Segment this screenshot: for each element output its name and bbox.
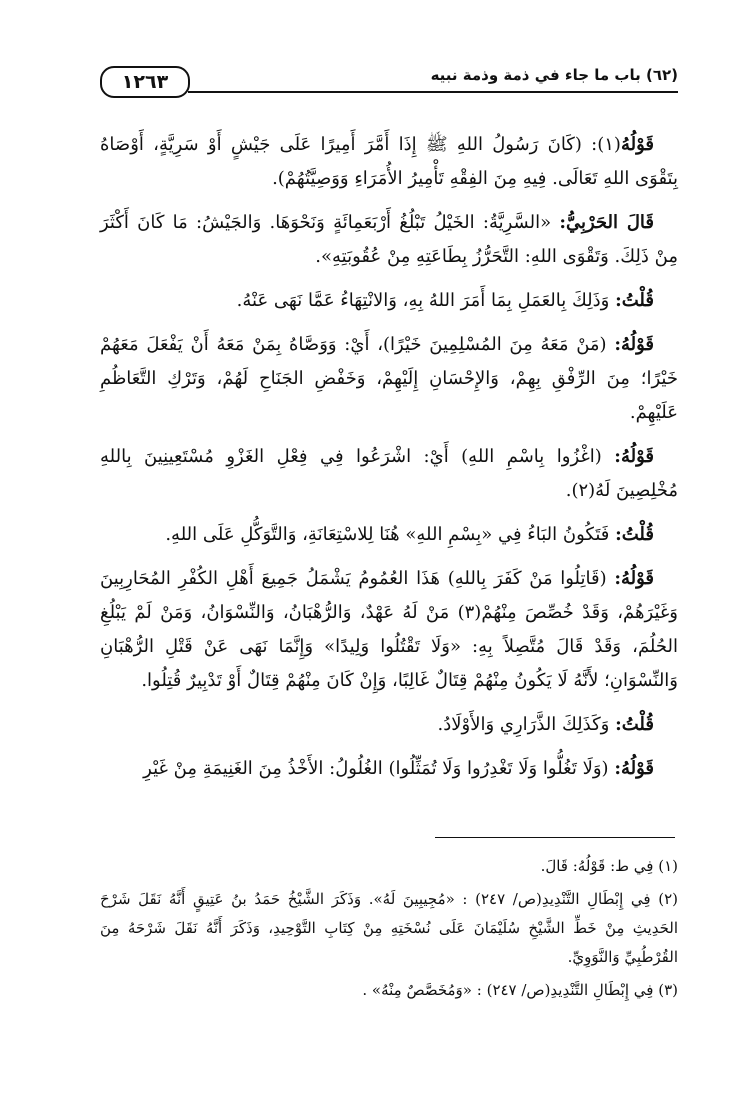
footnote: (٢) فِي إِبْطَالِ التَّنْدِيدِ(ص/ ٢٤٧) : «مُجِيبِينَ لَهُ». وَذَكَرَ الشَّيْخُ حَمَدُ بنُ عَتِيقٍ أَنَّهُ نَقَلَ شَرْحَ الحَدِيثِ مِنْ خَطِّ الشَّيْخِ سُلَيْمَانَ عَلَى نُسْخَتِهِ مِنْ كِتَابِ التَّوْحِيدِ، وَذَكَرَ أَنَّهُ نَقَلَ شَرْحَهُ مِنَ القُرْطُبِيِّ وَالنَّوَوِيِّ.: [100, 890, 678, 966]
paragraph-text: وَكَذَلِكَ الذَّرَارِي وَالأَوْلَادُ.: [437, 714, 610, 735]
paragraph-text: وَذَلِكَ بِالعَمَلِ بِمَا أَمَرَ اللهُ بِهِ، وَالانْتِهَاءُ عَمَّا نَهَى عَنْهُ.: [236, 290, 610, 311]
main-text: [100, 128, 678, 796]
chapter-title: (٦٢) باب ما جاء في ذمة وذمة نبيه: [430, 66, 678, 84]
header-rule: [188, 91, 678, 93]
page-number: ١٢٦٣: [100, 66, 190, 98]
paragraph-lead: قَوْلُهُ: [620, 134, 654, 155]
paragraph-lead: قَوْلُهُ:: [614, 334, 654, 355]
paragraph-text: (قَاتِلُوا مَنْ كَفَرَ بِاللهِ) هَذَا العُمُومُ يَشْمَلُ جَمِيعَ أَهْلِ الكُفْرِ المُحَارِبِينَ وَغَيْرَهُمْ، وَقَدْ خُصِّصَ مِنْهُمْ(٣) مَنْ لَهُ عَهْدٌ، وَالرُّهْبَانُ، وَالنِّسْوَانُ، وَمَنْ لَمْ يَبْلُغِ الحُلُمَ، وَقَدْ قَالَ مُتَّصِلاً بِهِ: «وَلَا تَقْتُلُوا وَلِيدًا» وَإِنَّمَا نَهَى عَنْ قَتْلِ الرُّهْبَانِ وَالنِّسْوَانِ؛ لأَنَّهُ لَا يَكُونُ مِنْهُمْ قِتَالٌ غَالِبًا، وَإِنْ كَانَ مِنْهُمْ قِتَالٌ أَوْ تَدْبِيرٌ قُتِلُوا.: [100, 568, 679, 691]
paragraph-lead: قَالَ الحَرْبِيُّ:: [559, 212, 654, 233]
paragraph: [100, 518, 678, 552]
paragraph-lead: قُلْتُ:: [615, 714, 654, 735]
page-header: [100, 62, 678, 104]
paragraph-text: (مَنْ مَعَهُ مِنَ المُسْلِمِينَ خَيْرًا)، أَيْ: وَوَصَّاهُ بِمَنْ مَعَهُ أَنْ يَفْعَلَ مَعَهُمْ خَيْرًا؛ مِنَ الرِّفْقِ بِهِمْ، وَالإِحْسَانِ إِلَيْهِمْ، وَخَفْضِ الجَنَاحِ لَهُمْ، وَتَرْكِ التَّعَاظُمِ عَلَيْهِمْ.: [100, 334, 678, 423]
footnote: (١) فِي ط: قَوْلُهُ: قَالَ.: [540, 857, 678, 875]
paragraph-lead: قُلْتُ:: [615, 290, 654, 311]
paragraph: [100, 284, 678, 318]
paragraph: [100, 708, 678, 742]
paragraph-text: فَتَكُونُ البَاءُ فِي «بِسْمِ اللهِ» هُنَا لِلاسْتِعَانَةِ، وَالتَّوَكُّلِ عَلَى اللهِ.: [165, 524, 610, 545]
paragraph-lead: قَوْلُهُ:: [614, 568, 654, 589]
paragraph-text: (وَلَا تَغُلُّوا وَلَا تَغْدِرُوا وَلَا تُمَثِّلُوا) الغُلُولُ: الأَخْذُ مِنَ الغَنِيمَةِ مِنْ غَيْرِ: [143, 758, 609, 779]
paragraph: [100, 328, 678, 430]
footnote-separator: [435, 837, 675, 838]
paragraph: [100, 562, 678, 698]
paragraph: [100, 128, 678, 196]
paragraph: [100, 440, 678, 508]
footnote: (٣) فِي إِبْطَالِ التَّنْدِيدِ(ص/ ٢٤٧) : «وَمُخَصَّصٌ مِنْهُ» .: [362, 981, 678, 999]
paragraph-text: (اغْزُوا بِاسْمِ اللهِ) أَيْ: اشْرَعُوا فِي فِعْلِ الغَزْوِ مُسْتَعِينِينَ بِاللهِ مُخْلِصِينَ لَهُ(٢).: [100, 446, 678, 501]
paragraph-text: «السَّرِيَّةُ: الخَيْلُ تَبْلُغُ أَرْبَعَمِائَةٍ وَنَحْوَهَا. وَالجَيْشُ: مَا كَانَ أَكْثَرَ مِنْ ذَلِكَ. وَتَقْوَى اللهِ: التَّحَرُّزُ بِطَاعَتِهِ مِنْ عُقُوبَتِهِ».: [100, 212, 678, 267]
paragraph-lead: قَوْلُهُ:: [614, 446, 654, 467]
paragraph-lead: قَوْلُهُ:: [614, 758, 654, 779]
paragraph: [100, 206, 678, 274]
paragraph-lead: قُلْتُ:: [615, 524, 654, 545]
paragraph-text: (١): (كَانَ رَسُولُ اللهِ ﷺ إِذَا أَمَّرَ أَمِيرًا عَلَى جَيْشٍ أَوْ سَرِيَّةٍ، أَوْصَاهُ بِتَقْوَى اللهِ تَعَالَى. فِيهِ مِنَ الفِقْهِ تَأْمِيرُ الأُمَرَاءِ وَوَصِيَّتُهُمْ).: [100, 134, 678, 189]
paragraph: [100, 752, 678, 786]
footnotes: [100, 852, 678, 1009]
